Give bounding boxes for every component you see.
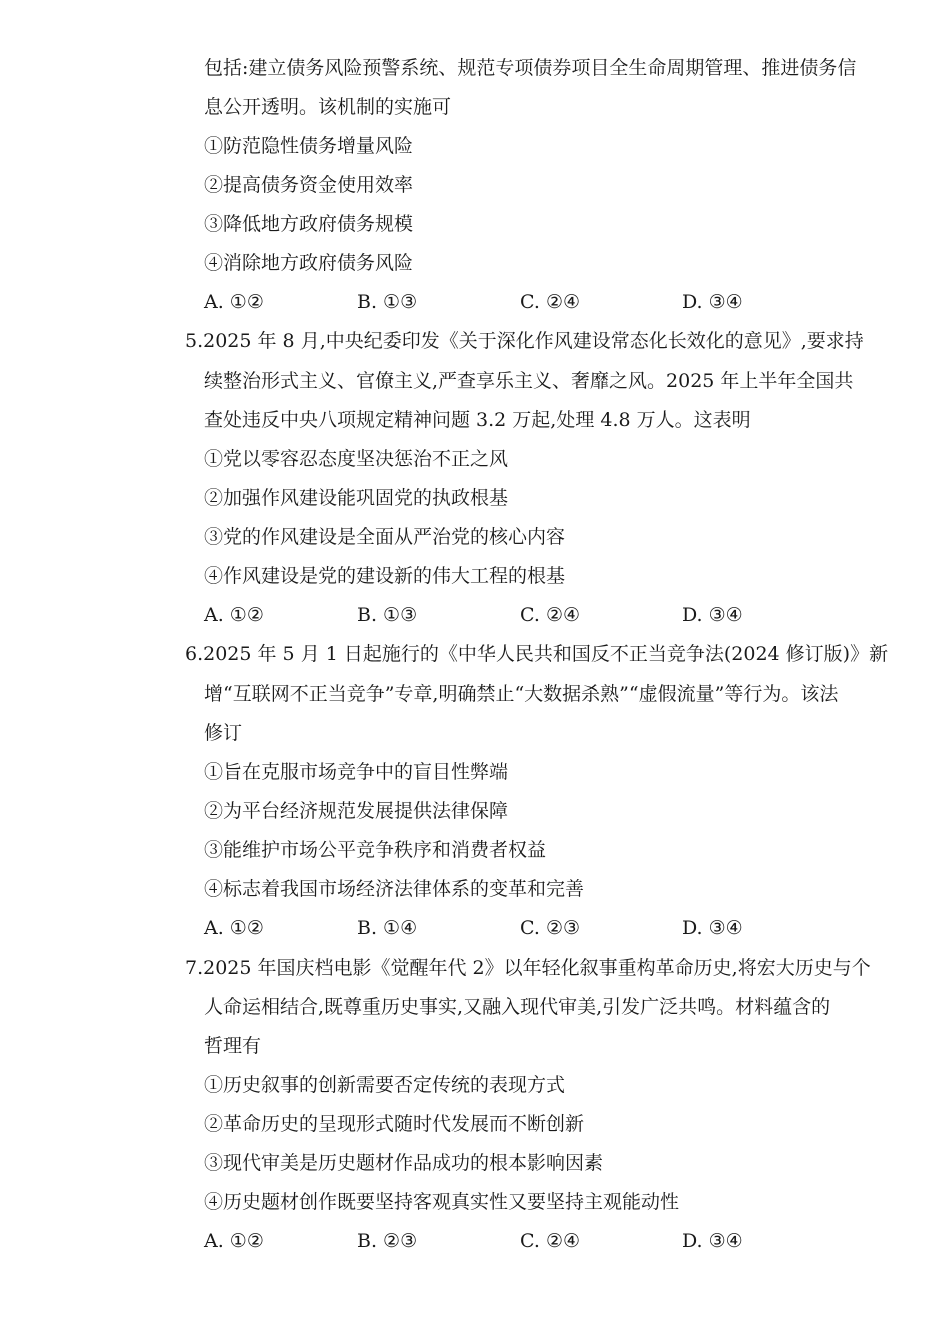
q5-statement-1: ①党以零容忍态度坚决惩治不正之风 (204, 448, 509, 470)
q7-stem-line-1: 7.2025 年国庆档电影《觉醒年代 2》以年轻化叙事重构革命历史,将宏大历史与个 (185, 957, 871, 979)
q4-choice-a: A. ①② (204, 291, 264, 313)
q6-statement-3: ③能维护市场公平竞争秩序和消费者权益 (204, 839, 547, 861)
q5-choice-d: D. ③④ (682, 604, 743, 626)
q7-statement-2: ②革命历史的呈现形式随时代发展而不断创新 (204, 1113, 585, 1135)
q6-stem-line-2: 增“互联网不正当竞争”专章,明确禁止“大数据杀熟”“虚假流量”等行为。该法 (204, 683, 839, 705)
q6-choice-a: A. ①② (204, 917, 264, 939)
q6-stem-line-1: 6.2025 年 5 月 1 日起施行的《中华人民共和国反不正当竞争法(2024 修订版)》新 (185, 643, 889, 665)
q5-stem-line-3: 查处违反中央八项规定精神问题 3.2 万起,处理 4.8 万人。这表明 (204, 409, 751, 431)
q4-choice-c: C. ②④ (520, 291, 581, 313)
q6-choice-b: B. ①④ (357, 917, 418, 939)
q5-choice-b: B. ①③ (357, 604, 418, 626)
q5-choice-a: A. ①② (204, 604, 264, 626)
q6-choice-c: C. ②③ (520, 917, 581, 939)
q4-choice-d: D. ③④ (682, 291, 743, 313)
q6-statement-2: ②为平台经济规范发展提供法律保障 (204, 800, 509, 822)
q5-stem-line-1: 5.2025 年 8 月,中央纪委印发《关于深化作风建设常态化长效化的意见》,要求持 (185, 330, 864, 352)
q6-statement-4: ④标志着我国市场经济法律体系的变革和完善 (204, 878, 585, 900)
q7-statement-4: ④历史题材创作既要坚持客观真实性又要坚持主观能动性 (204, 1191, 680, 1213)
q7-choice-b: B. ②③ (357, 1230, 418, 1252)
q4-stem-line-1: 包括:建立债务风险预警系统、规范专项债券项目全生命周期管理、推进债务信 (204, 57, 857, 79)
q6-stem-line-3: 修订 (204, 722, 243, 744)
q4-statement-1: ①防范隐性债务增量风险 (204, 135, 414, 157)
q4-statement-4: ④消除地方政府债务风险 (204, 252, 414, 274)
q6-choice-d: D. ③④ (682, 917, 743, 939)
q4-stem-line-2: 息公开透明。该机制的实施可 (204, 96, 452, 118)
q5-statement-3: ③党的作风建设是全面从严治党的核心内容 (204, 526, 566, 548)
q5-stem-line-2: 续整治形式主义、官僚主义,严查享乐主义、奢靡之风。2025 年上半年全国共 (204, 370, 854, 392)
q4-statement-2: ②提高债务资金使用效率 (204, 174, 414, 196)
q5-statement-4: ④作风建设是党的建设新的伟大工程的根基 (204, 565, 566, 587)
q7-choice-c: C. ②④ (520, 1230, 581, 1252)
q7-statement-1: ①历史叙事的创新需要否定传统的表现方式 (204, 1074, 566, 1096)
q5-statement-2: ②加强作风建设能巩固党的执政根基 (204, 487, 509, 509)
q6-statement-1: ①旨在克服市场竞争中的盲目性弊端 (204, 761, 509, 783)
q4-choice-b: B. ①③ (357, 291, 418, 313)
q7-stem-line-2: 人命运相结合,既尊重历史事实,又融入现代审美,引发广泛共鸣。材料蕴含的 (204, 996, 831, 1018)
q4-statement-3: ③降低地方政府债务规模 (204, 213, 414, 235)
q7-choice-d: D. ③④ (682, 1230, 743, 1252)
q7-statement-3: ③现代审美是历史题材作品成功的根本影响因素 (204, 1152, 604, 1174)
q7-stem-line-3: 哲理有 (204, 1035, 262, 1057)
q5-choice-c: C. ②④ (520, 604, 581, 626)
q7-choice-a: A. ①② (204, 1230, 264, 1252)
